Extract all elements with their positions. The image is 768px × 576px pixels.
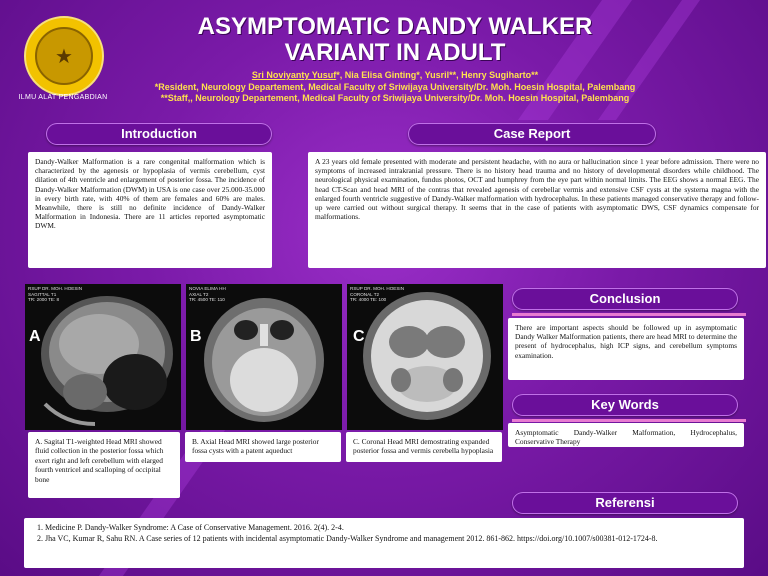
- conclusion-accent-line: [512, 313, 746, 316]
- keywords-heading: Key Words: [512, 394, 738, 416]
- mri-image-b: [186, 284, 342, 430]
- author-names: [140, 70, 650, 82]
- references-list: [31, 523, 737, 544]
- mri-image-c: [347, 284, 503, 430]
- keywords-panel: [508, 423, 744, 447]
- caption-c: C. Coronal Head MRI demostrating expanded posterior fossa and vermis cerebella hypoplasia: [346, 432, 502, 462]
- authors-block: [140, 70, 650, 105]
- title-line-2: VARIANT IN ADULT: [284, 39, 506, 66]
- case-report-panel: [308, 152, 766, 268]
- case-report-text: A 23 years old female presented with moderate and persistent headache, with no aura or hallucination since 1 year before admission. There were no symptoms of increased intrakranial pressure. There is no history head trauma and no history of developmental disorders while childhood. The neurological physical examination, fundus photos, OCT and humphrey from the eye part within normal limits. The EEG shows a normal EEG. The head CT-Scan and head MRI of the contras that revealed agenesis of cerebellar vermis and extensive CSF cysts at the systerna magna with the enlarged fourth ventricle suggestive of Dandy-Walker malformation with hydrocephalus. In these patients managed conservative therapy and follow-up were carried out without surgical therapy. It seems that in the case of patients with asymptomatic DWS, CSF dynamics compensate for malformations.: [315, 157, 759, 222]
- title-line-1: ASYMPTOMATIC DANDY WALKER: [197, 13, 593, 40]
- reference-item: 1. Medicine P. Dandy-Walker Syndrome: A Case of Conservative Management. 2016. 2(4). 2-4.: [45, 523, 737, 533]
- seal-emblem-icon: ★: [35, 27, 93, 85]
- mri-header-b: NOVIA ELIMA HH AXIAL T2 TR: 4500 TE: 110: [189, 286, 226, 302]
- reference-item: 2. Jha VC, Kumar R, Sahu RN. A Case series of 12 patients with incidental asymptomatic Dandy-Walker Syndrome and management 2012. 861-862. https://doi.org/10.1007/s00381-012-1724-8.: [45, 534, 737, 544]
- introduction-heading: Introduction: [46, 123, 272, 145]
- mri-header-c: RSUP DR. MOH. HOESIN CORONAL T2 TR: 4000 TE: 100: [350, 286, 405, 302]
- introduction-panel: [28, 152, 272, 268]
- first-author: Sri Noviyanty Yusuf: [251, 70, 337, 80]
- other-authors: *, Nia Elisa Ginting*, Yusril**, Henry Sugiharto**: [336, 70, 539, 80]
- coronal-brain-scan-icon: [347, 284, 503, 430]
- mri-image-a: [25, 284, 181, 430]
- affiliation-resident: *Resident, Neurology Departement, Medical Faculty of Sriwijaya University/Dr. Moh. Hoesin Hospital, Palembang: [154, 81, 636, 92]
- university-seal-icon: [24, 16, 104, 96]
- caption-b: B. Axial Head MRI showed large posterior fossa cysts with a patent aqueduct: [185, 432, 341, 462]
- introduction-text: Dandy-Walker Malformation is a rare congenital malformation which is characterized by the agenesis or hypoplasia of vermis cerebellum, cyst dilation of 4th ventricle and enlargement of posterior fossa. The incidence of Dandy-Walker Malformation (DWM) in USA is one case over 25.000-35.000 in every birth rate, with 40% of them are females and 60% are males. Meanwhile, there is still no definite incidence of Dandy-Walker Malformation in Indonesia. There are 11 articles reported asymptomatic DWM.: [35, 157, 265, 231]
- poster-title: [150, 14, 640, 66]
- references-panel: [24, 518, 744, 568]
- keywords-accent-line: [512, 419, 746, 422]
- image-label-c: C: [353, 328, 365, 345]
- mri-header-a: RSUP DR. MOH. HOESIN SAGITTAL T1 TR: 2000 TE: 8: [28, 286, 83, 302]
- case-report-heading: Case Report: [408, 123, 656, 145]
- image-label-a: A: [29, 328, 41, 345]
- sagittal-brain-scan-icon: [25, 284, 181, 430]
- references-heading: Referensi: [512, 492, 738, 514]
- conclusion-heading: Conclusion: [512, 288, 738, 310]
- image-label-b: B: [190, 328, 202, 345]
- conclusion-text: There are important aspects should be followed up in asymptomatic Dandy Walker Malformation patients, there are head MRI to determine the present of hydrocephalus, high ICP signs, and cerebellum symptoms examination.: [515, 323, 737, 360]
- conclusion-panel: [508, 318, 744, 380]
- keywords-text: Asymptomatic Dandy-Walker Malformation, Hydrocephalus, Conservative Therapy: [515, 428, 737, 447]
- affiliation-staff: **Staff,, Neurology Departement, Medical Faculty of Sriwijaya University/Dr. Moh. Hoesin Hospital, Palembang: [160, 93, 630, 103]
- logo-motto: ILMU ALAT PENGABDIAN: [18, 94, 108, 101]
- caption-a: A. Sagital T1-weighted Head MRI showed fluid collection in the posterior fossa which exert right and left cerebellum with elarged fourth ventricel and scalloping of occipital bone: [28, 432, 180, 498]
- axial-brain-scan-icon: [186, 284, 342, 430]
